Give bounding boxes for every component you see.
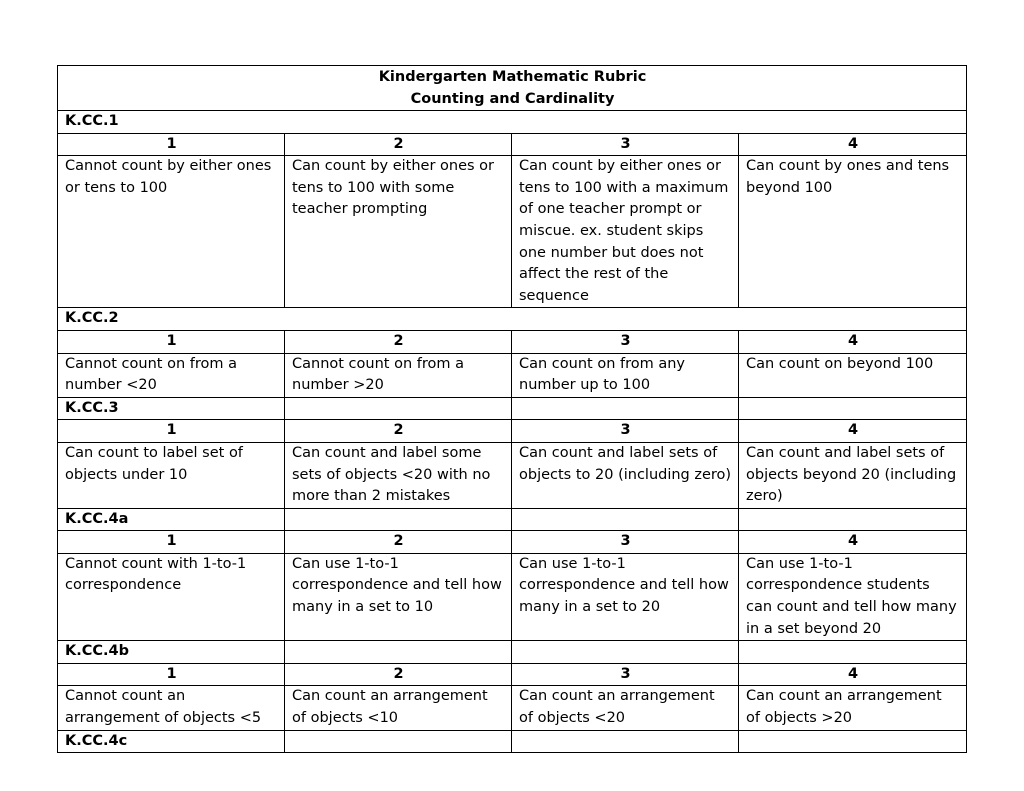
standard-label: K.CC.4b [58, 641, 285, 664]
empty-cell [512, 730, 739, 753]
level-description: Cannot count with 1-to-1 correspondence [58, 553, 285, 640]
standard-label: K.CC.2 [58, 308, 967, 331]
level-description: Can count an arrangement of objects <20 [512, 686, 739, 730]
level-number: 1 [58, 531, 285, 554]
level-row [58, 133, 967, 156]
standard-row [58, 508, 967, 531]
level-number: 4 [739, 420, 967, 443]
rubric-table [57, 65, 967, 753]
level-description: Can count an arrangement of objects <10 [285, 686, 512, 730]
level-number: 3 [512, 133, 739, 156]
level-number: 2 [285, 330, 512, 353]
level-row [58, 420, 967, 443]
level-number: 3 [512, 330, 739, 353]
description-row [58, 156, 967, 308]
level-description: Cannot count on from a number >20 [285, 353, 512, 397]
level-number: 3 [512, 663, 739, 686]
level-description: Can use 1-to-1 correspondence students can count and tell how many in a set beyond 20 [739, 553, 967, 640]
empty-cell [739, 397, 967, 420]
level-number: 4 [739, 663, 967, 686]
level-number: 2 [285, 420, 512, 443]
description-row [58, 686, 967, 730]
empty-cell [512, 508, 739, 531]
empty-cell [285, 641, 512, 664]
level-number: 3 [512, 531, 739, 554]
level-description: Cannot count an arrangement of objects <5 [58, 686, 285, 730]
document-title: Kindergarten Mathematic Rubric [378, 69, 647, 85]
empty-cell [512, 397, 739, 420]
level-description: Can count and label sets of objects to 20 (including zero) [512, 442, 739, 508]
level-description: Can count and label some sets of objects <20 with no more than 2 mistakes [285, 442, 512, 508]
description-row [58, 353, 967, 397]
empty-cell [512, 641, 739, 664]
level-row [58, 663, 967, 686]
level-description: Can count on from any number up to 100 [512, 353, 739, 397]
standard-label: K.CC.3 [58, 397, 285, 420]
empty-cell [739, 730, 967, 753]
empty-cell [285, 397, 512, 420]
standard-row [58, 308, 967, 331]
level-description: Can count by either ones or tens to 100 with some teacher prompting [285, 156, 512, 308]
standard-row [58, 397, 967, 420]
standard-label: K.CC.1 [58, 111, 967, 134]
standard-row [58, 730, 967, 753]
level-description: Can use 1-to-1 correspondence and tell how many in a set to 20 [512, 553, 739, 640]
level-number: 3 [512, 420, 739, 443]
title-row [58, 66, 967, 111]
level-number: 1 [58, 330, 285, 353]
level-row [58, 531, 967, 554]
level-number: 4 [739, 531, 967, 554]
level-description: Can count by either ones or tens to 100 with a maximum of one teacher prompt or miscue. ex. student skips one number but does not affect the rest of the sequence [512, 156, 739, 308]
level-number: 2 [285, 133, 512, 156]
level-number: 2 [285, 663, 512, 686]
standard-row [58, 641, 967, 664]
level-number: 4 [739, 133, 967, 156]
level-description: Can count and label sets of objects beyond 20 (including zero) [739, 442, 967, 508]
description-row [58, 553, 967, 640]
title-cell [58, 66, 967, 111]
level-row [58, 330, 967, 353]
level-number: 1 [58, 133, 285, 156]
standard-label: K.CC.4a [58, 508, 285, 531]
level-description: Can count to label set of objects under 10 [58, 442, 285, 508]
level-description: Can count an arrangement of objects >20 [739, 686, 967, 730]
empty-cell [285, 730, 512, 753]
level-description: Can use 1-to-1 correspondence and tell how many in a set to 10 [285, 553, 512, 640]
level-description: Cannot count on from a number <20 [58, 353, 285, 397]
level-description: Cannot count by either ones or tens to 100 [58, 156, 285, 308]
level-number: 1 [58, 663, 285, 686]
description-row [58, 442, 967, 508]
document-subtitle: Counting and Cardinality [410, 91, 615, 107]
level-number: 2 [285, 531, 512, 554]
level-description: Can count by ones and tens beyond 100 [739, 156, 967, 308]
standard-row [58, 111, 967, 134]
empty-cell [739, 641, 967, 664]
empty-cell [285, 508, 512, 531]
empty-cell [739, 508, 967, 531]
level-number: 1 [58, 420, 285, 443]
standard-label: K.CC.4c [58, 730, 285, 753]
level-number: 4 [739, 330, 967, 353]
level-description: Can count on beyond 100 [739, 353, 967, 397]
